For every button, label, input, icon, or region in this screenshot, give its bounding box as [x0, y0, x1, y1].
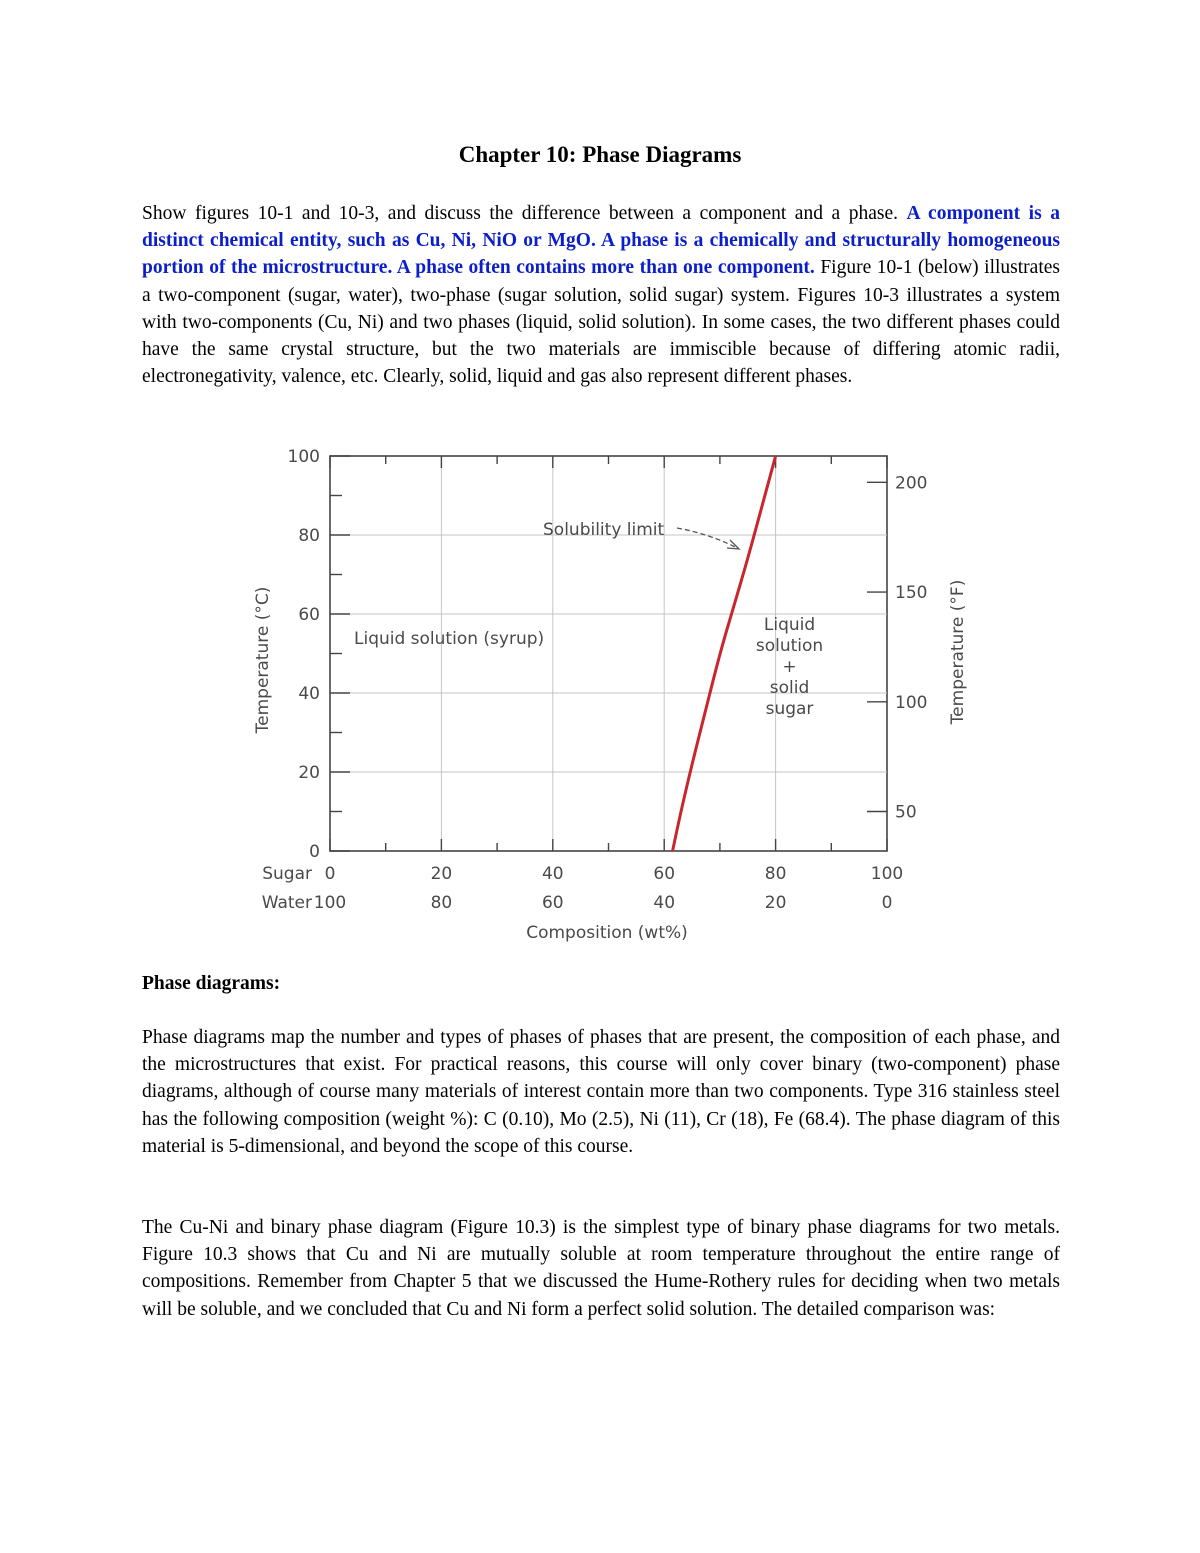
region-label-line: solution — [755, 635, 824, 656]
x-tick-label-sugar: 0 — [324, 864, 336, 884]
intro-emphasis: A component is a distinct chemical entity, such as Cu, Ni, NiO or MgO. A phase is a chemically and structurally homogeneous portion of the microstructure. A phase often contains more than one component. — [142, 203, 1060, 279]
annotation-arrowhead — [727, 540, 739, 549]
x-tick-label-water: 60 — [541, 893, 564, 913]
y-tick-label-left: 0 — [309, 842, 320, 862]
y-tick-label-right: 100 — [895, 692, 928, 713]
phase-diagram-figure — [225, 440, 985, 950]
x-row-label: Sugar — [262, 864, 312, 884]
paragraph-phase-diagrams: Phase diagrams map the number and types of phases of phases that are present, the composition of each phase, and the microstructures that exist. For practical reasons, this course will only cover binary (two-component) phase diagrams, although of course many materials of interest contain more than two components. Type 316 stainless steel has the following composition (weight %): C (0.10), Mo (2.5), Ni (11), Cr (18), Fe (68.4). The phase diagram of this material is 5-dimensional, and beyond the scope of this course. — [142, 1027, 1060, 1157]
y-tick-label-right: 50 — [895, 802, 917, 823]
x-tick-label-sugar: 100 — [870, 864, 904, 884]
region-label-line: solid — [769, 677, 810, 698]
x-row-label: Water — [261, 893, 312, 913]
x-tick-label-sugar: 20 — [430, 864, 453, 884]
y-axis-label-right: Temperature (°F) — [948, 579, 968, 725]
section-heading: Phase diagrams: — [142, 973, 281, 994]
region-label-line: sugar — [765, 698, 814, 719]
annotation-solubility-limit: Solubility limit — [543, 520, 665, 540]
y-axis-label-left: Temperature (°C) — [253, 586, 273, 734]
x-tick-label-water: 100 — [313, 893, 347, 913]
x-tick-label-water: 0 — [881, 893, 893, 913]
intro-paragraph — [142, 200, 1060, 390]
y-tick-label-left: 80 — [298, 526, 320, 546]
region-label-liquid-solution: Liquid solution (syrup) — [354, 629, 545, 649]
y-tick-label-right: 200 — [895, 473, 928, 494]
x-tick-label-sugar: 60 — [653, 864, 676, 884]
region-label-line: Liquid — [763, 614, 816, 635]
y-tick-label-left: 20 — [298, 763, 320, 783]
paragraph-cu-ni: The Cu-Ni and binary phase diagram (Figure 10.3) is the simplest type of binary phase diagrams for two metals. Figure 10.3 shows that Cu and Ni are mutually soluble at room temperature throughout the entire range of compositions. Remember from Chapter 5 that we discussed the Hume-Rothery rules for deciding when two metals will be soluble, and we concluded that Cu and Ni form a perfect solid solution. The detailed comparison was: — [142, 1217, 1060, 1320]
intro-lead: Show figures 10-1 and 10-3, and discuss the difference between a component and a phase. — [142, 203, 907, 224]
y-tick-label-right: 150 — [895, 583, 928, 604]
page-title: Chapter 10: Phase Diagrams — [458, 142, 742, 167]
chart-tick-labels — [262, 447, 928, 913]
y-tick-label-left: 100 — [287, 447, 320, 467]
x-tick-label-sugar: 80 — [764, 864, 787, 884]
y-tick-label-left: 60 — [298, 605, 320, 625]
x-tick-label-water: 80 — [430, 893, 453, 913]
x-tick-label-sugar: 40 — [541, 864, 564, 884]
region-label-line: + — [782, 656, 797, 677]
intro-rest: Figure 10-1 (below) illustrates a two-component (sugar, water), two-phase (sugar solution, solid sugar) system. Figures 10-3 illustrates a system with two-components (Cu, Ni) and two phases (liquid, solid solution). In some cases, the two different phases could have the same crystal structure, but the two materials are immiscible because of differing atomic radii, electronegativity, valence, etc. Clearly, solid, liquid and gas also represent different phases. — [142, 257, 1060, 388]
y-tick-label-left: 40 — [298, 684, 320, 704]
region-label-two-phase — [756, 615, 823, 719]
annotation-arrow-line — [677, 528, 737, 548]
x-axis-label: Composition (wt%) — [526, 923, 688, 943]
x-tick-label-water: 20 — [764, 893, 787, 913]
x-tick-label-water: 40 — [653, 893, 676, 913]
